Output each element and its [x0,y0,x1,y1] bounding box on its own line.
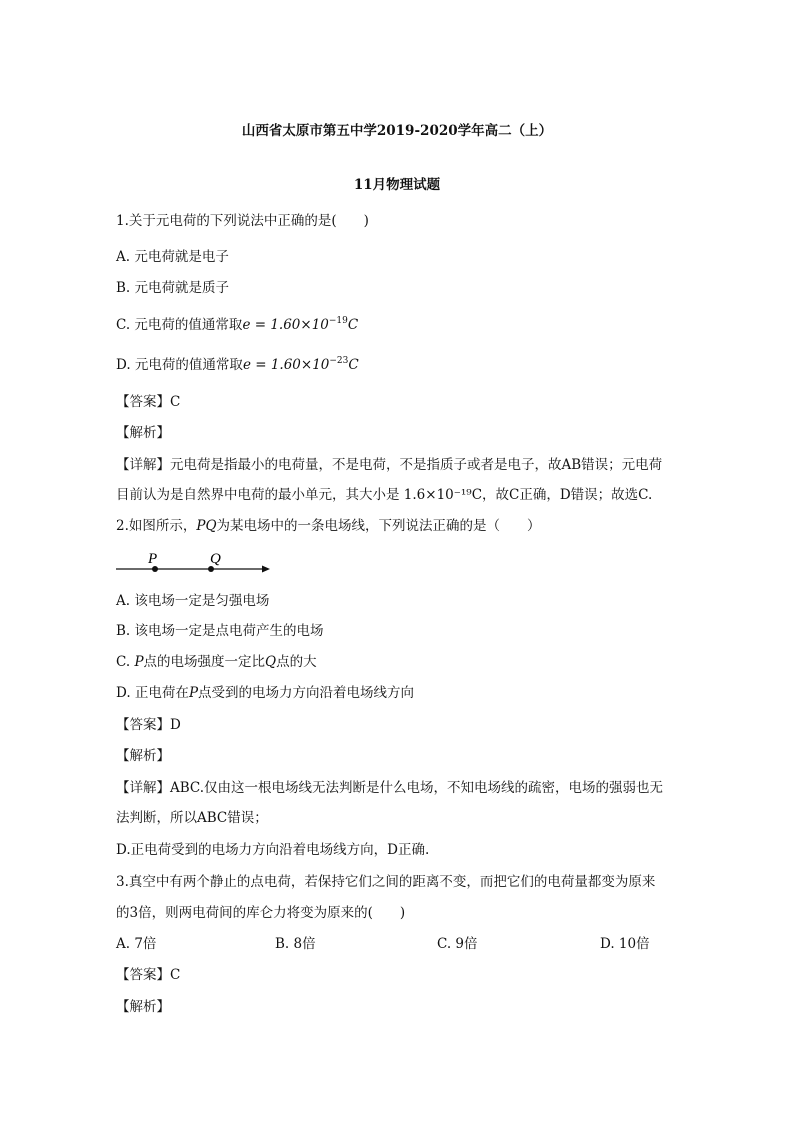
q1-option-a: A. 元电荷就是电子 [116,249,229,265]
electric-field-line-figure [116,548,276,578]
q2-detail-line-2: 法判断，所以ABC错误； [116,810,268,826]
q2-option-c-suffix: 点的大 [276,654,317,670]
q2-option-d-suffix: 点受到的电场力方向沿着电场线方向 [198,685,415,701]
q1-option-d-formula: e = 1.60×10 [242,357,330,373]
q1-option-d-text: D. 元电荷的值通常取 [116,357,243,373]
q3-option-d: D. 10倍 [600,936,650,952]
q1-option-c-text: C. 元电荷的值通常取 [116,317,243,333]
q2-option-d [116,684,414,702]
q2-stem-prefix: 2.如图所示， [116,518,197,534]
q2-option-d-prefix: D. 正电荷在 [116,685,189,701]
q2-detail-line-3: D.正电荷受到的电场力方向沿着电场线方向，D正确. [116,842,430,858]
q1-option-c-unit: C [347,317,359,333]
q2-option-d-p: P [188,685,199,701]
q3-analysis: 【解析】 [116,999,170,1015]
q3-option-b: B. 8倍 [275,936,316,952]
q1-detail-line-2: 目前认为是自然界中电荷的最小单元，其大小是 1.6×10⁻¹⁹C，故C正确，D错误；故选C. [116,487,653,503]
q2-stem [116,517,541,535]
q1-option-c [116,316,358,334]
q1-option-c-exponent: −19 [328,316,348,326]
q2-option-c-mid: 点的电场强度一定比 [143,654,266,670]
q2-detail-line-1: 【详解】ABC.仅由这一根电场线无法判断是什么电场，不知电场线的疏密，电场的强弱也无 [116,780,664,796]
q2-option-c-q: Q [265,654,277,670]
q1-option-d [116,356,359,374]
q3-stem-line-2: 的3倍，则两电荷间的库仑力将变为原来的( ) [116,905,406,921]
q3-stem-line-1: 3.真空中有两个静止的点电荷，若保持它们之间的距离不变，而把它们的电荷量都变为原来 [116,874,656,890]
q2-option-a: A. 该电场一定是匀强电场 [116,593,270,609]
q2-option-b: B. 该电场一定是点电荷产生的电场 [116,623,324,639]
q2-analysis: 【解析】 [116,748,170,764]
q1-answer: 【答案】C [116,394,181,410]
field-line-arrow-icon [262,566,270,573]
q1-option-d-unit: C [348,357,359,373]
q2-option-c [116,653,317,671]
document-subtitle: 11月物理试题 [353,177,441,193]
q3-option-c: C. 9倍 [437,936,478,952]
q1-option-d-exponent: −23 [329,356,349,366]
q3-option-a: A. 7倍 [116,936,157,952]
q1-option-c-formula: e = 1.60×10 [242,317,329,333]
q1-stem: 1.关于元电荷的下列说法中正确的是( ) [116,213,369,229]
q2-answer: 【答案】D [116,717,181,733]
q2-stem-pq: PQ [196,518,217,534]
point-p-label: P [148,551,158,567]
point-q-label: Q [210,551,221,567]
q2-stem-suffix: 为某电场中的一条电场线，下列说法正确的是（ ） [216,518,541,534]
q3-answer: 【答案】C [116,967,181,983]
q1-option-b: B. 元电荷就是质子 [116,280,230,296]
q1-analysis: 【解析】 [116,425,170,441]
q2-option-c-prefix: C. [116,654,131,670]
q1-detail-line-1: 【详解】元电荷是指最小的电荷量，不是电荷，不是指质子或者是电子，故AB错误；元电荷 [116,457,663,473]
document-title: 山西省太原市第五中学2019-2020学年高二（上） [241,123,553,139]
q2-option-c-p: P [134,654,144,670]
